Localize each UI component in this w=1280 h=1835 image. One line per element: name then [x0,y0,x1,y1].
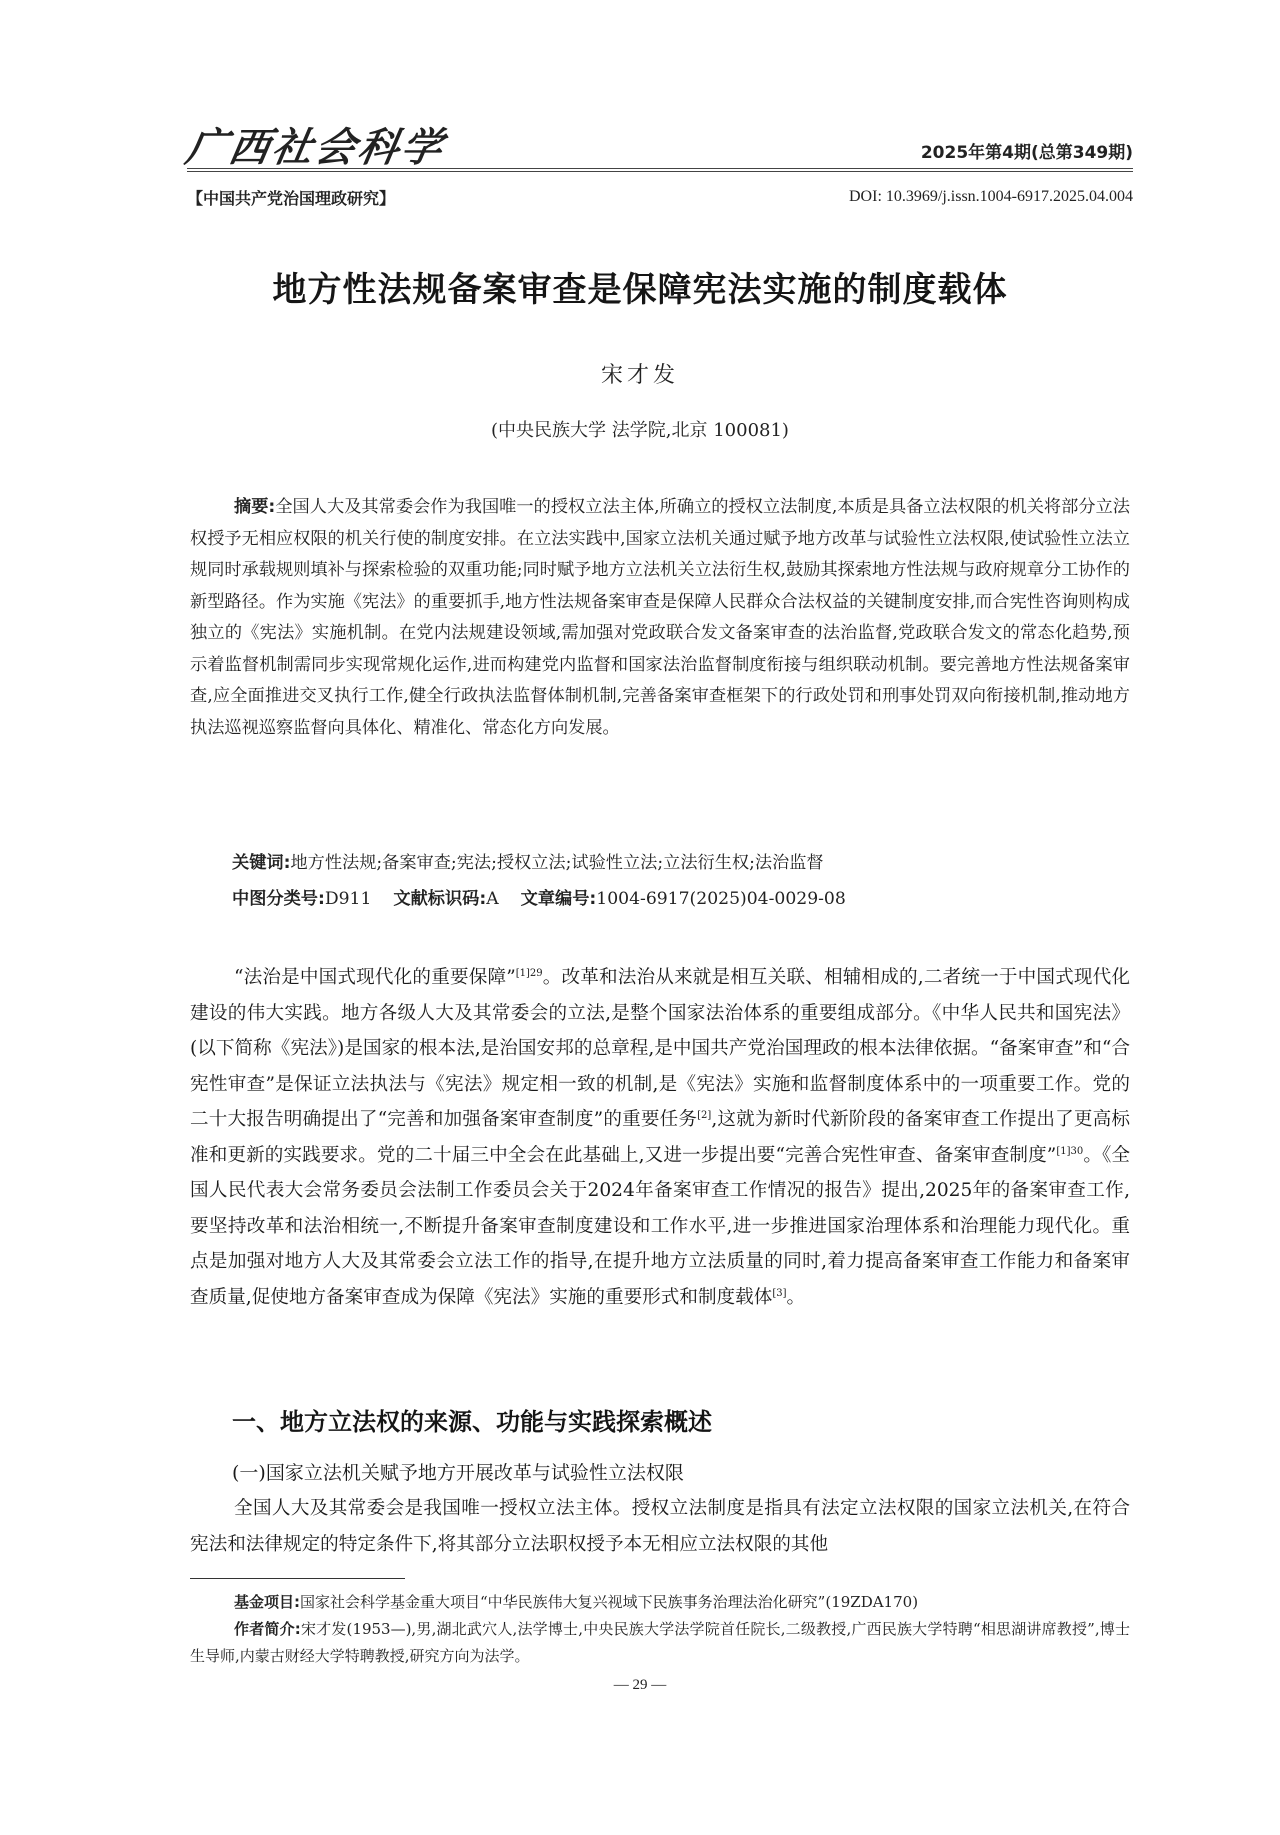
body-text-segment: 。 [786,1286,806,1308]
body-text-segment: 。《全国人民代表大会常务委员会法制工作委员会关于2024年备案审查工作情况的报告》提出,2025年的备案审查工作,要坚持改革和法治相统一,不断提升备案审查制度建设和工作水平,进一步推进国家治理体系和治理能力现代化。重点是加强对地方人大及其常委会立法工作的指导,在提升地方立法质量的同时,着力提高备案审查工作能力和备案审查质量,促使地方备案审查成为保障《宪法》实施的重要形式和制度载体 [190,1144,1130,1308]
doi: DOI: 10.3969/j.issn.1004-6917.2025.04.004 [849,188,1133,205]
body-text-segment: 。改革和法治从来就是相互关联、相辅相成的,二者统一于中国式现代化建设的伟大实践。地方各级人大及其常委会的立法,是整个国家法治体系的重要组成部分。《中华人民共和国宪法》(以下简称《宪法》)是国家的根本法,是治国安邦的总章程,是中国共产党治国理政的根本法律依据。“备案审查”和“合宪性审查”是保证立法执法与《宪法》规定相一致的机制,是《宪法》实施和监督制度体系中的一项重要工作。党的二十大报告明确提出了“完善和加强备案审查制度”的重要任务 [190,967,1130,1130]
classification-line [232,884,1132,909]
column-tag: 【中国共产党治国理政研究】 [187,189,396,208]
footnotes [190,1589,1130,1670]
article-no-label: 文章编号: [520,889,597,909]
article-title: 地方性法规备案审查是保障宪法实施的制度载体 [272,270,1008,310]
keywords [232,848,1132,873]
body-paragraph-intro [190,960,1130,1315]
citation: [1]30 [1056,1145,1084,1157]
masthead-rule [187,168,1133,169]
page-number: — 29 — [613,1677,667,1693]
funding-note [190,1589,1130,1616]
abstract [190,492,1130,744]
abstract-text: 全国人大及其常委会作为我国唯一的授权立法主体,所确立的授权立法制度,本质是具备立法权限的机关将部分立法权授予无相应权限的机关行使的制度安排。在立法实践中,国家立法机关通过赋予地方改革与试验性立法权限,使试验性立法立规同时承载规则填补与探索检验的双重功能;同时赋予地方立法机关立法衍生权,鼓励其探索地方性法规与政府规章分工协作的新型路径。作为实施《宪法》的重要抓手,地方性法规备案审查是保障人民群众合法权益的关键制度安排,而合宪性咨询则构成独立的《宪法》实施机制。在党内法规建设领域,需加强对党政联合发文备案审查的法治监督,党政联合发文的常态化趋势,预示着监督机制需同步实现常规化运作,进而构建党内监督和国家法治监督制度衔接与组织联动机制。要完善地方性法规备案审查,应全面推进交叉执行工作,健全行政执法监督体制机制,完善备案审查框架下的行政处罚和刑事处罚双向衔接机制,推动地方执法巡视巡察监督向具体化、精准化、常态化方向发展。 [190,497,1130,738]
clc-label: 中图分类号: [232,889,325,909]
author-affiliation: (中央民族大学 法学院,北京 100081) [491,420,789,441]
funding-label: 基金项目: [234,1593,300,1611]
journal-logo: 广西社会科学 [182,124,449,171]
author-bio-text: 宋才发(1953—),男,湖北武穴人,法学博士,中央民族大学法学院首任院长,二级教授,广西民族大学特聘“相思湖讲席教授”,博士生导师,内蒙古财经大学特聘教授,研究方向为法学。 [190,1620,1130,1665]
doc-code-label: 文献标识码: [393,889,487,909]
funding-text: 国家社会科学基金重大项目“中华民族伟大复兴视域下民族事务治理法治化研究”(19ZDA170) [300,1593,919,1611]
article-no-value: 1004-6917(2025)04-0029-08 [596,889,846,909]
clc-value: D911 [324,889,372,909]
masthead-rule-secondary [187,171,1133,172]
body-text-segment: “法治是中国式现代化的重要保障” [234,967,516,988]
abstract-label: 摘要: [234,497,276,517]
doc-code-value: A [486,889,499,909]
author-bio-label: 作者简介: [234,1620,301,1638]
footnote-rule [190,1578,405,1579]
issue-info: 2025年第4期(总第349期) [920,143,1133,163]
keywords-label: 关键词: [232,853,291,873]
body-text-segment: ,这就为新时代新阶段的备案审查工作提出了更高标准和更新的实践要求。党的二十届三中全会在此基础上,又进一步提出要“完善合宪性审查、备案审查制度” [190,1109,1130,1166]
keywords-text: 地方性法规;备案审查;宪法;授权立法;试验性立法;立法衍生权;法治监督 [290,853,824,873]
citation: [1]29 [515,967,543,979]
author-bio-note [190,1616,1130,1670]
section-heading: 一、地方立法权的来源、功能与实践探索概述 [232,1408,712,1436]
citation: [3] [772,1287,787,1299]
subsection-heading: (一)国家立法机关赋予地方开展改革与试验性立法权限 [232,1462,684,1484]
body-paragraph: 全国人大及其常委会是我国唯一授权立法主体。授权立法制度是指具有法定立法权限的国家立法机关,在符合宪法和法律规定的特定条件下,将其部分立法职权授予本无相应立法权限的其他 [190,1498,1130,1555]
citation: [2] [697,1109,712,1121]
article-author: 宋才发 [600,363,679,388]
